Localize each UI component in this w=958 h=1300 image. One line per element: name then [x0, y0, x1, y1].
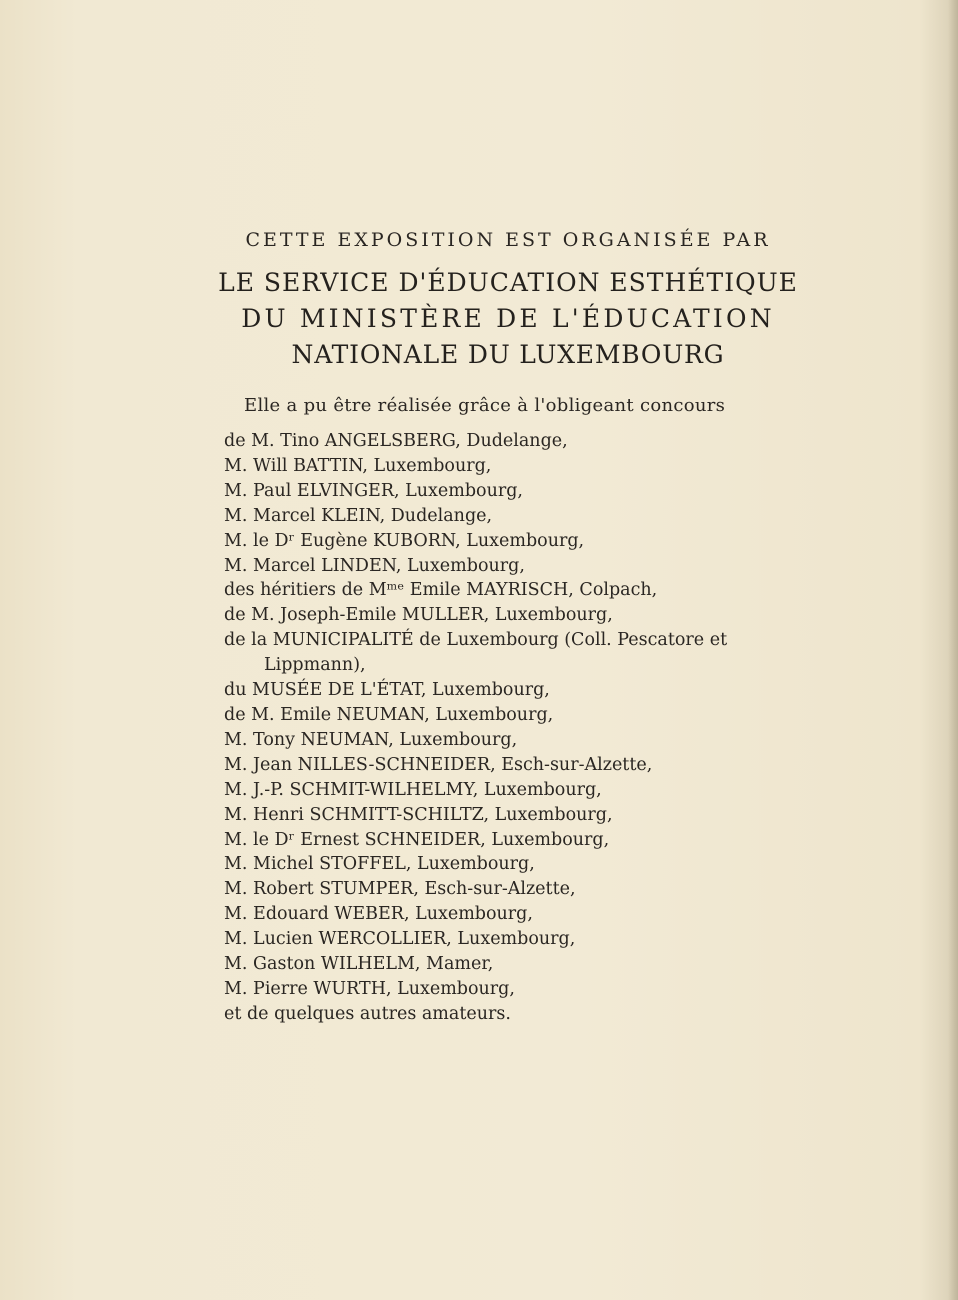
list-item: M. Gaston WILHELM, Mamer,	[224, 954, 494, 975]
list-item: M. le Dʳ Eugène KUBORN, Luxembourg,	[224, 530, 585, 551]
contributor-list	[224, 429, 824, 1027]
list-item: M. Jean NILLES-SCHNEIDER, Esch-sur-Alzette,	[224, 754, 653, 775]
intro-text: Elle a pu être réalisée grâce à l'obligeant concours	[244, 395, 726, 416]
list-item: de M. Emile NEUMAN, Luxembourg,	[224, 704, 554, 725]
heading-national: NATIONALE DU LUXEMBOURG	[291, 340, 725, 369]
list-item: de M. Tino ANGELSBERG, Dudelange,	[224, 431, 568, 451]
list-item: des héritiers de Mᵐᵉ Emile MAYRISCH, Colpach,	[224, 580, 658, 601]
list-item: de la MUNICIPALITÉ de Luxembourg (Coll. Pescatore et Lippmann),	[224, 630, 728, 676]
page-edge	[948, 0, 958, 1300]
heading-organised-by: CETTE EXPOSITION EST ORGANISÉE PAR	[245, 229, 771, 251]
heading-service: LE SERVICE D'ÉDUCATION ESTHÉTIQUE	[218, 268, 798, 297]
heading-ministry: DU MINISTÈRE DE L'ÉDUCATION	[241, 304, 775, 333]
list-item: de M. Joseph-Emile MULLER, Luxembourg,	[224, 605, 613, 626]
list-item: M. Henri SCHMITT-SCHILTZ, Luxembourg,	[224, 804, 613, 825]
list-item: M. Pierre WURTH, Luxembourg,	[224, 978, 515, 999]
list-item: M. le Dʳ Ernest SCHNEIDER, Luxembourg,	[224, 829, 610, 850]
list-item: M. Marcel LINDEN, Luxembourg,	[224, 555, 525, 576]
list-item: M. Tony NEUMAN, Luxembourg,	[224, 729, 518, 750]
list-item: M. Robert STUMPER, Esch-sur-Alzette,	[224, 879, 576, 900]
list-item: M. Marcel KLEIN, Dudelange,	[224, 505, 493, 526]
list-item: M. Will BATTIN, Luxembourg,	[224, 455, 492, 476]
list-item: M. J.-P. SCHMIT-WILHELMY, Luxembourg,	[224, 779, 602, 800]
list-item: et de quelques autres amateurs.	[224, 1003, 511, 1024]
list-item: M. Edouard WEBER, Luxembourg,	[224, 904, 533, 925]
list-item: du MUSÉE DE L'ÉTAT, Luxembourg,	[224, 680, 550, 701]
list-item: M. Michel STOFFEL, Luxembourg,	[224, 854, 535, 875]
list-item: M. Lucien WERCOLLIER, Luxembourg,	[224, 929, 576, 950]
list-item: M. Paul ELVINGER, Luxembourg,	[224, 480, 523, 501]
